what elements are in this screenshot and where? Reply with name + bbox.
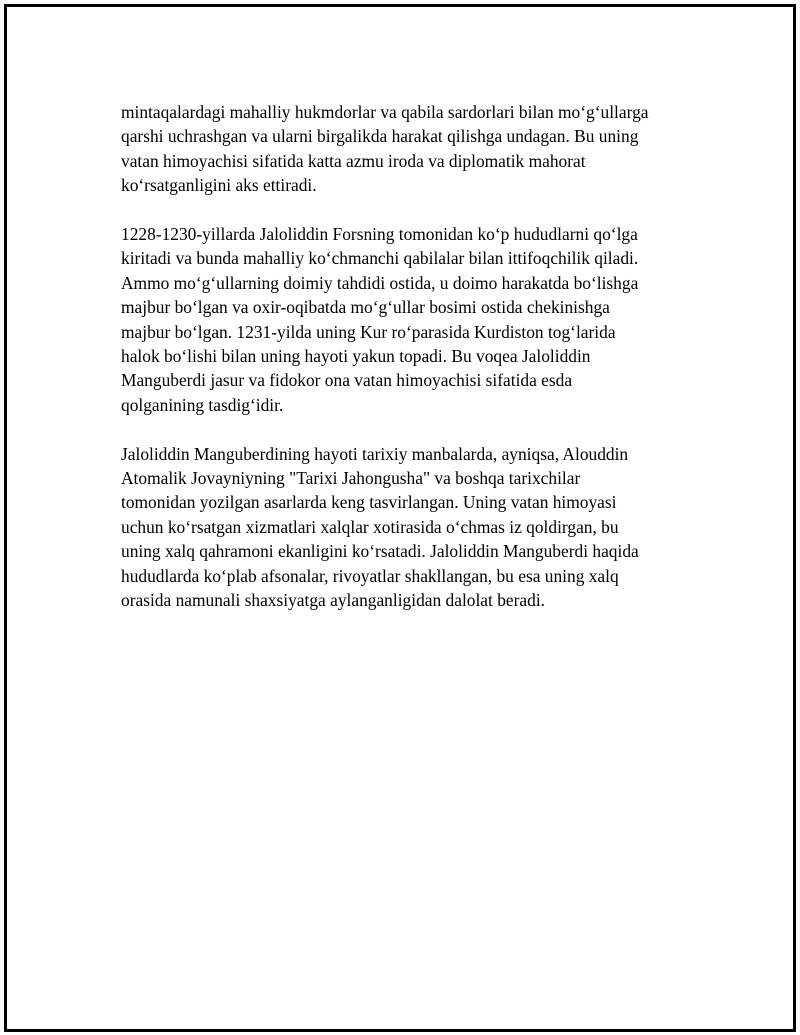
text-line: kiritadi va bunda mahalliy ko‘chmanchi qabilalar bilan ittifoqchilik qiladi. <box>121 248 639 269</box>
text-line: 1228-1230-yillarda Jaloliddin Forsning tomonidan ko‘p hududlarni qo‘lga <box>121 224 638 245</box>
text-line: uchun ko‘rsatgan xizmatlari xalqlar xotirasida o‘chmas iz qoldirgan, bu <box>121 516 619 537</box>
text-line: halok bo‘lishi bilan uning hayoti yakun topadi. Bu voqea Jaloliddin <box>121 346 591 367</box>
text-line: Ammo mo‘g‘ullarning doimiy tahdidi ostida, u doimo harakatda bo‘lishga <box>121 272 639 293</box>
text-line: Manguberdi jasur va fidokor ona vatan himoyachisi sifatida esda <box>121 370 573 391</box>
text-line: majbur bo‘lgan va oxir-oqibatda mo‘g‘ullar bosimi ostida chekinishga <box>121 297 610 318</box>
document-body <box>121 100 701 637</box>
text-line: vatan himoyachisi sifatida katta azmu iroda va diplomatik mahorat <box>121 150 586 171</box>
paragraph-3 <box>121 442 701 613</box>
paragraph-2 <box>121 222 701 417</box>
text-line: orasida namunali shaxsiyatga aylanganligidan dalolat beradi. <box>121 590 545 611</box>
paragraph-1 <box>121 100 701 198</box>
text-line: ko‘rsatganligini aks ettiradi. <box>121 175 317 196</box>
page-frame <box>4 4 796 1032</box>
text-line: qolganining tasdig‘idir. <box>121 394 284 415</box>
text-line: mintaqalardagi mahalliy hukmdorlar va qabila sardorlari bilan mo‘g‘ullarga <box>121 102 649 122</box>
text-line: tomonidan yozilgan asarlarda keng tasvirlangan. Uning vatan himoyasi <box>121 492 617 513</box>
text-line: Jaloliddin Manguberdining hayoti tarixiy manbalarda, ayniqsa, Alouddin <box>121 443 629 464</box>
text-line: Atomalik Jovayniyning "Tarixi Jahongusha" va boshqa tarixchilar <box>121 468 581 489</box>
text-line: hududlarda ko‘plab afsonalar, rivoyatlar shakllangan, bu esa uning xalq <box>121 565 619 586</box>
text-line: majbur bo‘lgan. 1231-yilda uning Kur ro‘parasida Kurdiston tog‘larida <box>121 321 616 342</box>
text-line: qarshi uchrashgan va ularni birgalikda harakat qilishga undagan. Bu uning <box>121 126 639 147</box>
text-line: uning xalq qahramoni ekanligini ko‘rsatadi. Jaloliddin Manguberdi haqida <box>121 541 639 562</box>
